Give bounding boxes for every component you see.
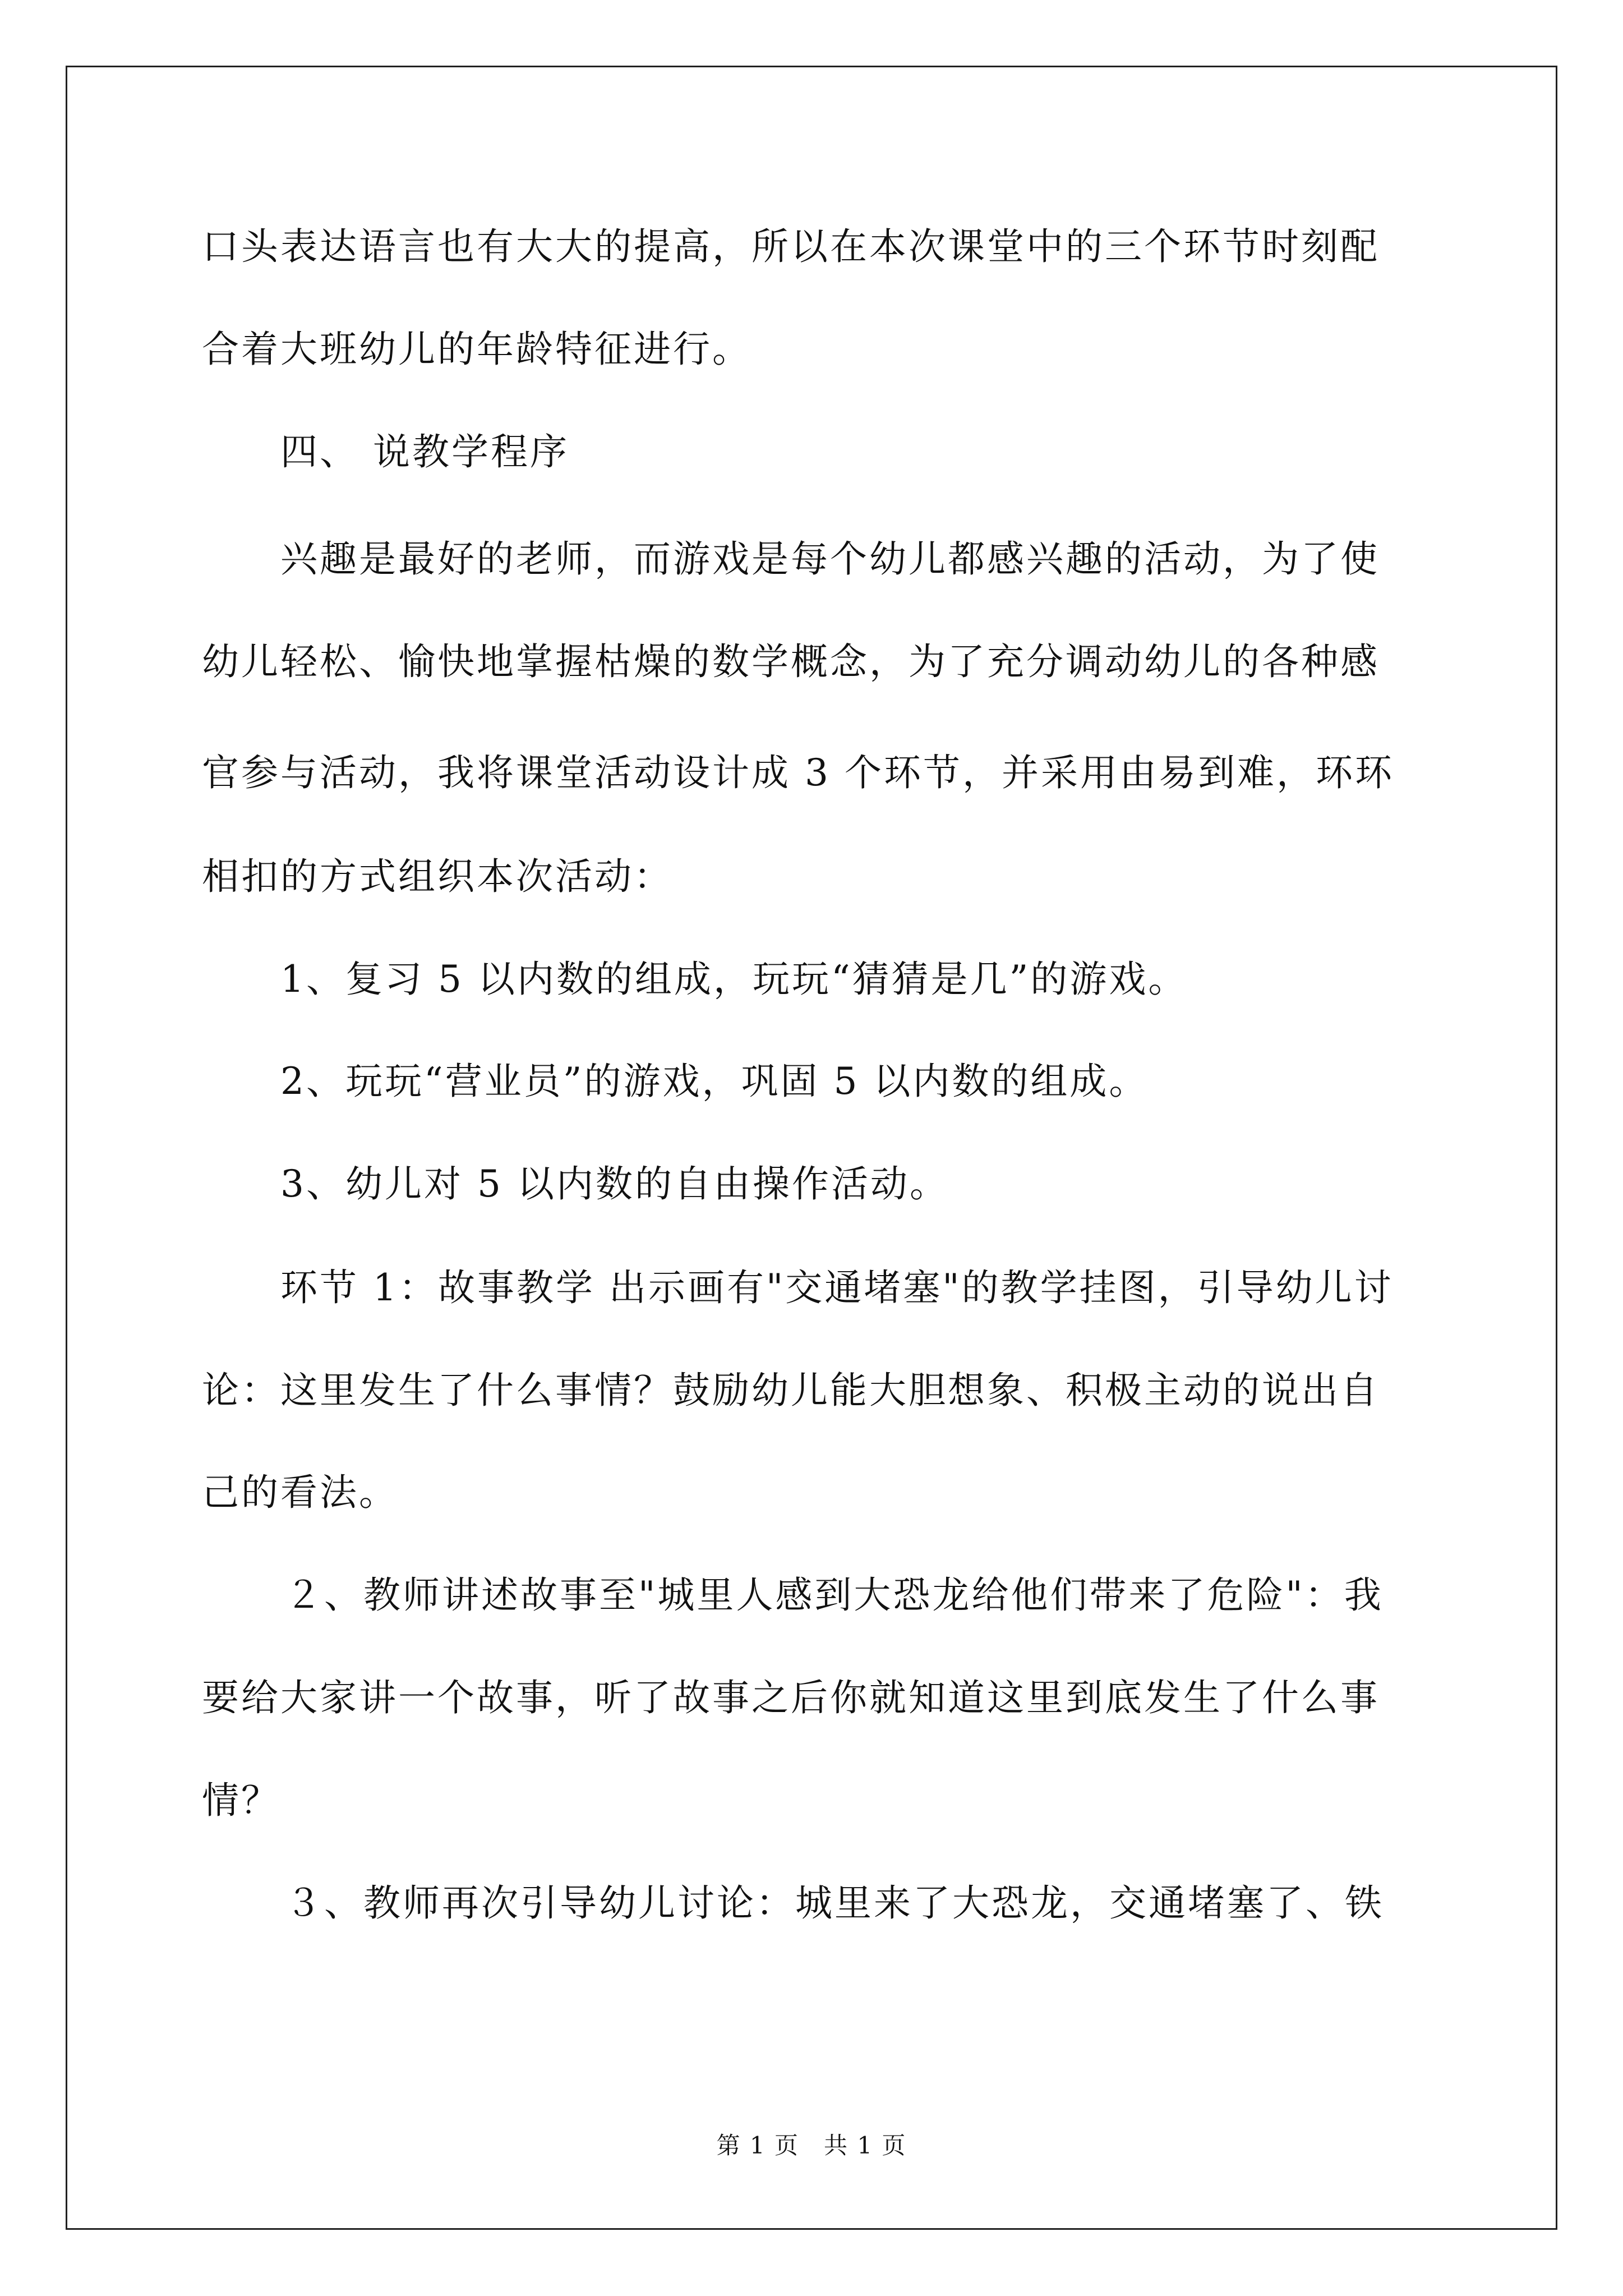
- text-line: 官参与活动，我将课堂活动设计成 3 个环节，并采用由易到难，环环: [202, 751, 1394, 794]
- text-line: ２、教师讲述故事至"城里人感到大恐龙给他们带来了危险"：我: [285, 1573, 1384, 1617]
- text-line: 相扣的方式组织本次活动：: [202, 855, 673, 898]
- text-line: ３、教师再次引导幼儿讨论：城里来了大恐龙，交通堵塞了、铁: [285, 1881, 1384, 1925]
- list-item: 1、复习 5 以内数的组成，玩玩“猜猜是几”的游戏。: [280, 958, 1188, 1001]
- text-line: 情？: [202, 1779, 280, 1822]
- text-line: 口头表达语言也有大大的提高，所以在本次课堂中的三个环节时刻配: [202, 225, 1380, 268]
- text-line: 己的看法。: [202, 1471, 398, 1514]
- text-line: 幼儿轻松、愉快地掌握枯燥的数学概念，为了充分调动幼儿的各种感: [202, 640, 1380, 683]
- list-item: 2、玩玩“营业员”的游戏，巩固 5 以内数的组成。: [280, 1060, 1149, 1103]
- text-line: 合着大班幼儿的年龄特征进行。: [202, 328, 751, 371]
- text-line: 环节 1：故事教学 出示画有"交通堵塞"的教学挂图，引导幼儿讨: [280, 1266, 1394, 1309]
- list-item: 3、幼儿对 5 以内数的自由操作活动。: [280, 1162, 949, 1205]
- text-line: 兴趣是最好的老师，而游戏是每个幼儿都感兴趣的活动，为了使: [280, 537, 1380, 581]
- text-line: 论：这里发生了什么事情？鼓励幼儿能大胆想象、积极主动的说出自: [202, 1369, 1380, 1412]
- section-heading: 四、 说教学程序: [280, 430, 569, 473]
- page-number-footer: 第 1 页 共 1 页: [716, 2132, 907, 2159]
- text-line: 要给大家讲一个故事，听了故事之后你就知道这里到底发生了什么事: [202, 1676, 1380, 1719]
